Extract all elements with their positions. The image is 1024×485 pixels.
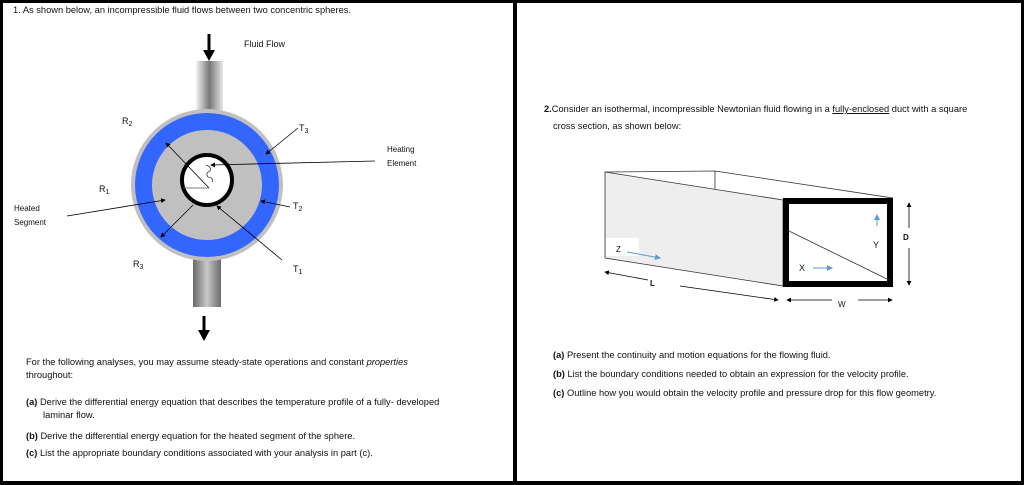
label-element: Element — [387, 159, 417, 168]
part-text: Derive the differential energy equation for the heated segment of the sphere. — [40, 431, 356, 441]
inlet-pipe — [196, 61, 223, 113]
q1-intro — [26, 357, 408, 368]
label-subscript: 1 — [298, 269, 303, 276]
label-text: R — [99, 184, 106, 194]
part-text: Present the continuity and motion equations for the flowing fluid. — [566, 350, 831, 360]
label-t1 — [293, 264, 302, 278]
part-text: Derive the differential energy equation that describes the temperature profile of a fully- developed — [39, 397, 440, 407]
label-segment: Segment — [14, 218, 47, 227]
label-text: R — [122, 116, 129, 126]
outlet-pipe — [193, 255, 221, 307]
label-r1 — [99, 184, 109, 198]
duct-side-face — [605, 172, 783, 286]
label-d: D — [903, 233, 909, 242]
label-heating: Heating — [387, 145, 415, 154]
intro-emphasis: properties — [366, 357, 408, 367]
q2-heading — [544, 104, 967, 115]
label-text: R — [133, 259, 140, 269]
label-subscript: 3 — [139, 264, 144, 271]
label-fluid-flow: Fluid Flow — [244, 39, 286, 49]
label-y: Y — [873, 240, 880, 250]
label-r2 — [122, 116, 132, 130]
label-w: W — [838, 300, 846, 309]
part-tag: (a) — [553, 350, 565, 360]
part-tag: (c) — [553, 388, 565, 398]
label-l: L — [650, 279, 655, 288]
part-text: List the appropriate boundary conditions associated with your analysis in part (c). — [39, 448, 373, 458]
part-text: List the boundary conditions needed to obtain an expression for the velocity profile. — [567, 369, 909, 379]
q1-intro-cont: throughout: — [26, 370, 74, 380]
heating-element — [182, 155, 232, 205]
label-z: Z — [616, 245, 621, 254]
q1-part-a-cont: laminar flow. — [43, 410, 95, 420]
label-r3 — [133, 259, 143, 273]
sphere-diagram — [67, 34, 375, 341]
q2-text: Consider an isothermal, incompressible Newtonian fluid flowing in a — [551, 104, 833, 114]
part-tag: (a) — [26, 397, 38, 407]
label-text: T — [293, 264, 299, 274]
q1-part-b — [26, 431, 355, 442]
label-t2 — [293, 201, 302, 215]
q1-part-a — [26, 397, 439, 408]
q2-underlined: fully-enclosed — [832, 104, 890, 114]
label-x: X — [799, 263, 806, 273]
flow-arrow-out-icon — [198, 316, 210, 341]
label-subscript: 3 — [304, 128, 309, 135]
label-heated: Heated — [14, 204, 40, 213]
label-subscript: 2 — [128, 121, 133, 128]
part-text: Outline how you would obtain the velocity profile and pressure drop for this flow geometry. — [566, 388, 937, 398]
intro-text: For the following analyses, you may assume steady-state operations and constant — [26, 357, 367, 367]
label-text: T — [293, 201, 299, 211]
q2-part-a — [553, 350, 831, 361]
part-tag: (b) — [553, 369, 565, 379]
q2-number: 2. — [544, 104, 552, 114]
flow-arrow-down-icon — [203, 34, 215, 61]
q2-part-c — [553, 388, 936, 399]
label-subscript: 1 — [105, 189, 110, 196]
part-tag: (b) — [26, 431, 38, 441]
q2-part-b — [553, 369, 909, 380]
part-tag: (c) — [26, 448, 38, 458]
q2-text: duct with a square — [889, 104, 968, 114]
q2-heading-cont: cross section, as shown below: — [553, 121, 682, 131]
q1-heading: 1. As shown below, an incompressible fluid flows between two concentric spheres. — [13, 5, 351, 15]
label-text: T — [299, 123, 305, 133]
label-t3 — [299, 123, 308, 137]
q1-part-c — [26, 448, 373, 459]
label-subscript: 2 — [298, 206, 303, 213]
